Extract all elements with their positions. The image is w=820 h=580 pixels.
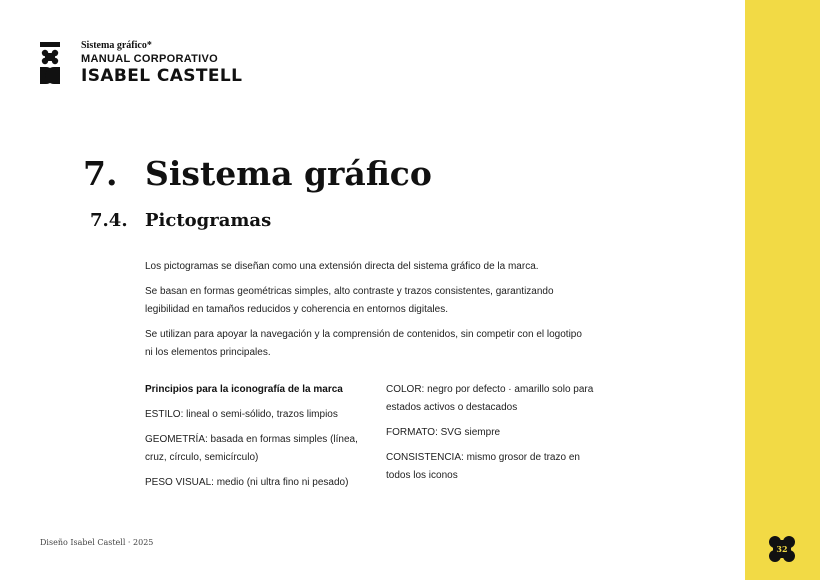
- principle-item: CONSISTENCIA: mismo grosor de trazo en todos los iconos: [386, 452, 580, 481]
- intro-paragraph: Los pictogramas se diseñan como una extensión directa del sistema gráfico de la marca.: [145, 261, 539, 272]
- principle-item: PESO VISUAL: medio (ni ultra fino ni pesado): [145, 477, 349, 488]
- yellow-side-strip: [745, 0, 820, 580]
- chapter-number: 7.: [83, 154, 118, 193]
- section-title: [90, 207, 271, 235]
- intro-text: [145, 258, 585, 369]
- section-title-text: Pictogramas: [145, 210, 272, 231]
- intro-paragraph: Se utilizan para apoyar la navegación y la comprensión de contenidos, sin competir con el logotipo ni los elementos principales.: [145, 329, 582, 358]
- brand-manual-label: MANUAL CORPORATIVO: [81, 53, 218, 65]
- brand-block: [81, 40, 242, 86]
- brand-name: ISABEL CASTELL: [81, 66, 243, 86]
- intro-paragraph: Se basan en formas geométricas simples, alto contraste y trazos consistentes, garantizando legibilidad en tamaños reducidos y coherencia en entornos digitales.: [145, 286, 554, 315]
- principles-left-column: [145, 381, 375, 499]
- principles-heading: Principios para la iconografía de la marca: [145, 384, 343, 395]
- page-number-badge: [768, 535, 796, 563]
- principles-right-column: [386, 381, 596, 492]
- principle-item: COLOR: negro por defecto · amarillo solo para estados activos o destacados: [386, 384, 594, 413]
- principle-item: ESTILO: lineal o semi-sólido, trazos limpios: [145, 409, 338, 420]
- chapter-title: [83, 152, 432, 196]
- brand-subtitle: Sistema gráfico*: [81, 40, 152, 51]
- principle-item: GEOMETRÍA: basada en formas simples (línea, cruz, círculo, semicírculo): [145, 434, 358, 463]
- footer-credit: Diseño Isabel Castell · 2025: [40, 538, 154, 547]
- principle-item: FORMATO: SVG siempre: [386, 427, 501, 438]
- page-number: 32: [776, 544, 788, 554]
- chapter-title-text: Sistema gráfico: [145, 154, 432, 193]
- section-number: 7.4.: [90, 210, 128, 231]
- brand-logo-icon: [40, 42, 60, 84]
